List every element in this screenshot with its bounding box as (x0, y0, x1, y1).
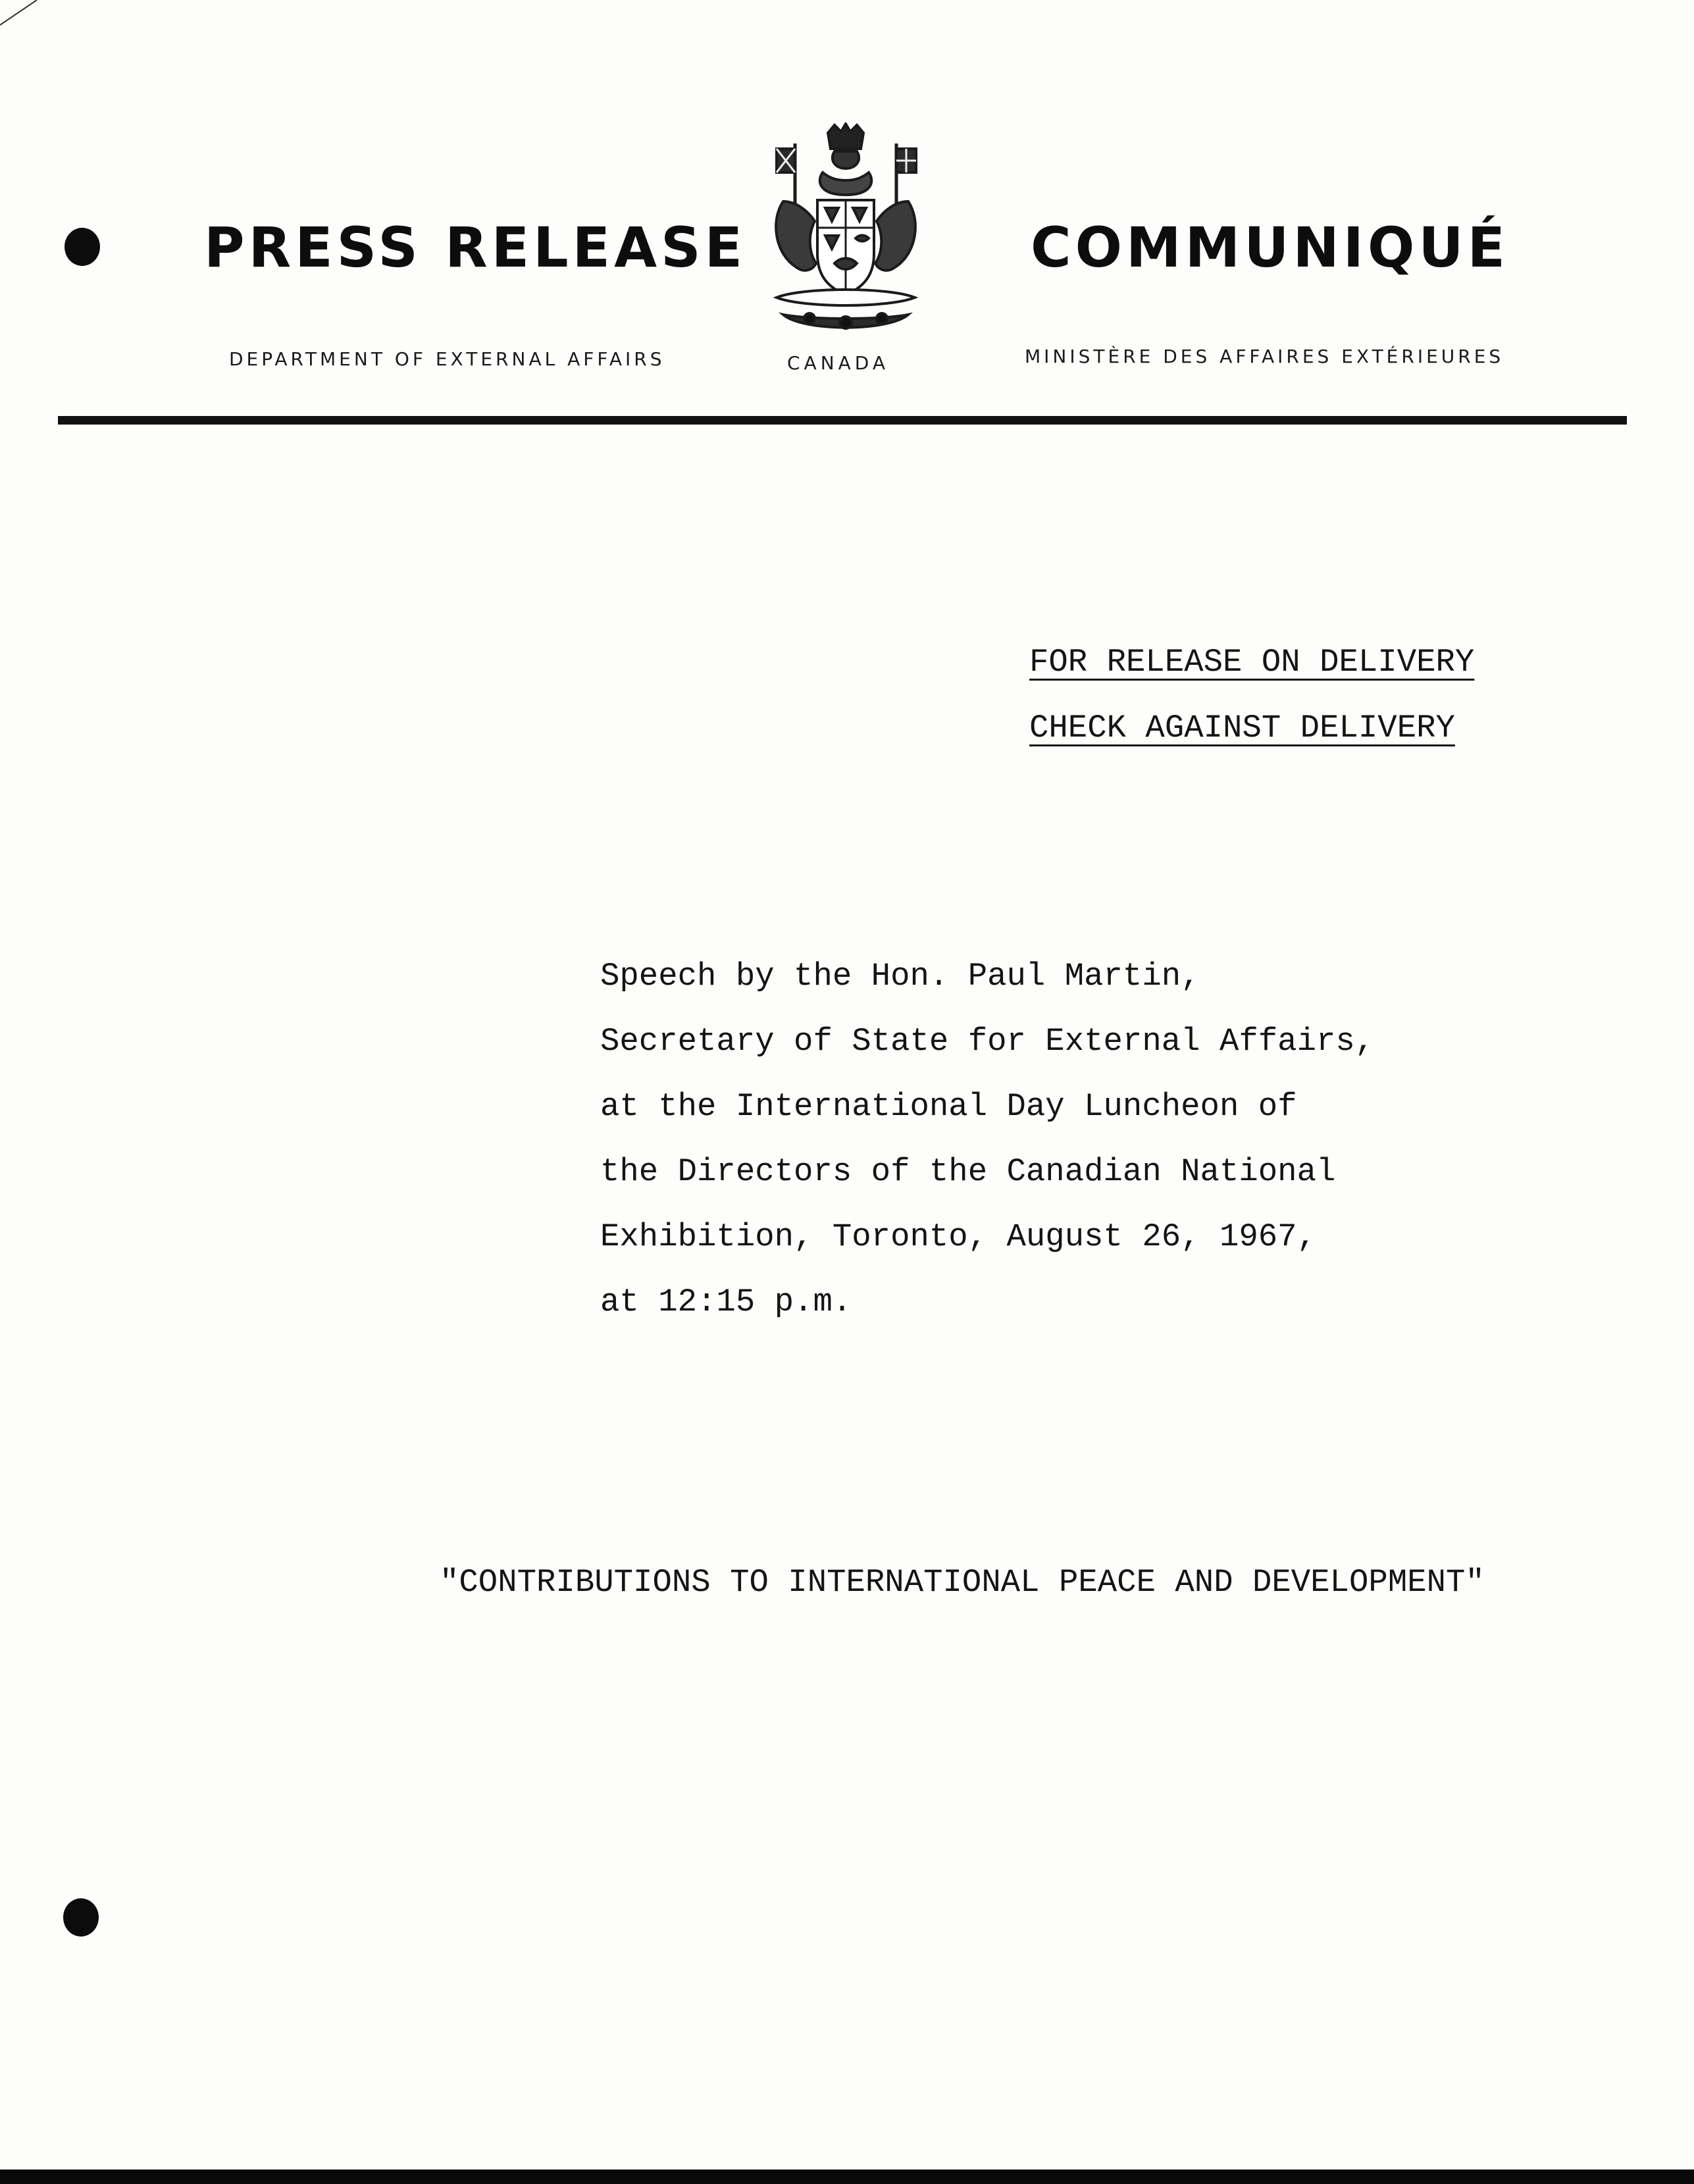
punch-hole-top (64, 228, 100, 266)
speech-line: Exhibition, Toronto, August 26, 1967, (600, 1218, 1316, 1255)
communique-heading: COMMUNIQUÉ (1031, 215, 1509, 280)
speech-details (600, 944, 1374, 1335)
coat-of-arms-icon (757, 122, 935, 340)
letterhead-rule (58, 416, 1627, 425)
speech-title: "CONTRIBUTIONS TO INTERNATIONAL PEACE AND DEVELOPMENT" (440, 1564, 1485, 1601)
bottom-edge (0, 2170, 1694, 2184)
country-subtitle: CANADA (787, 352, 890, 374)
release-note-check: CHECK AGAINST DELIVERY (1029, 710, 1455, 746)
speech-line: at the International Day Luncheon of (600, 1088, 1297, 1125)
department-subtitle: DEPARTMENT OF EXTERNAL AFFAIRS (229, 348, 665, 370)
speech-line: at 12:15 p.m. (600, 1284, 852, 1320)
release-note-delivery: FOR RELEASE ON DELIVERY (1029, 644, 1475, 681)
punch-hole-bottom (63, 1898, 99, 1937)
ministere-subtitle: MINISTÈRE DES AFFAIRES EXTÉRIEURES (1025, 346, 1504, 367)
speech-line: the Directors of the Canadian National (600, 1153, 1336, 1190)
press-release-heading: PRESS RELEASE (204, 215, 746, 280)
speech-line: Speech by the Hon. Paul Martin, (600, 958, 1200, 995)
corner-mark (0, 0, 39, 26)
speech-line: Secretary of State for External Affairs, (600, 1023, 1375, 1060)
